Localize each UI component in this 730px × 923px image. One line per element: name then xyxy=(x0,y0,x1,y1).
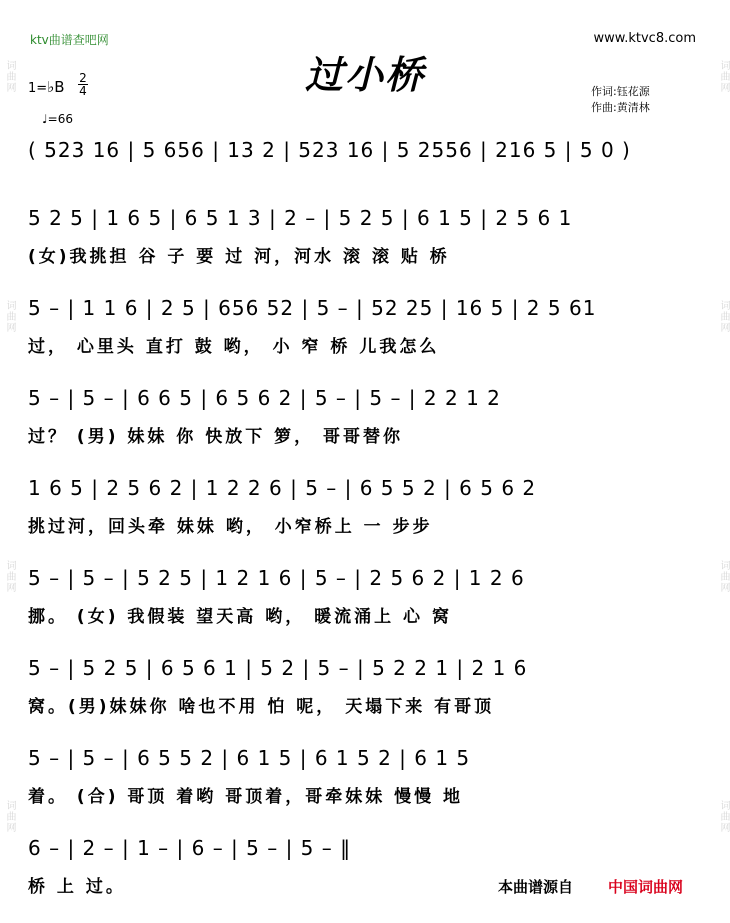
score-line-4 xyxy=(28,380,708,460)
score-line-5 xyxy=(28,470,708,550)
lyrics: 过？ (男) 妹妹 你 快放下 箩， 哥哥替你 xyxy=(28,427,404,447)
source-site-logo[interactable]: 中国词曲网 xyxy=(608,878,684,896)
lyrics: 挑过河，回头牵 妹妹 哟， 小窄桥上 一 步步 xyxy=(28,517,433,537)
notes: 5 – | 5 – | 6 6 5 | 6 5 6 2 | 5 – | 5 – | 2 2 1 2 xyxy=(28,386,501,410)
site-name-left: ktv曲谱查吧网 xyxy=(30,33,109,47)
time-bottom: 4 xyxy=(79,84,87,98)
watermark-left-3: 词曲网 xyxy=(4,560,15,593)
score-line-8 xyxy=(28,740,708,820)
watermark-right-4: 词曲网 xyxy=(718,800,729,833)
notes: 5 – | 5 2 5 | 6 5 6 1 | 5 2 | 5 – | 5 2 2 1 | 2 1 6 xyxy=(28,656,528,680)
lyricist: 作词:钰花源 xyxy=(591,85,650,98)
composer: 作曲:黄清林 xyxy=(591,101,650,114)
notes: 6 – | 2 – | 1 – | 6 – | 5 – | 5 – ‖ xyxy=(28,836,352,860)
site-url[interactable]: www.ktvc8.com xyxy=(593,31,696,46)
lyrics: 挪。 (女) 我假装 望天高 哟， 暖流涌上 心 窝 xyxy=(28,607,452,627)
score-line-6 xyxy=(28,560,708,640)
credits xyxy=(591,84,650,116)
watermark-right-2: 词曲网 xyxy=(718,300,729,333)
watermark-right-1: 词曲网 xyxy=(718,60,729,93)
key-label: 1= xyxy=(28,81,48,96)
notes: ( 523 16 | 5 656 | 13 2 | 523 16 | 5 2556 | 216 5 | 5 0 ) xyxy=(28,138,631,162)
tempo-marking: ♩=66 xyxy=(42,112,73,126)
notes: 5 – | 5 – | 6 5 5 2 | 6 1 5 | 6 1 5 2 | 6 1 5 xyxy=(28,746,471,770)
lyrics: (女)我挑担 谷 子 要 过 河，河水 滚 滚 贴 桥 xyxy=(28,247,450,267)
notes: 5 – | 1 1 6 | 2 5 | 656 52 | 5 – | 52 25 | 16 5 | 2 5 61 xyxy=(28,296,597,320)
watermark-left-4: 词曲网 xyxy=(4,800,15,833)
watermark-left-1: 词曲网 xyxy=(4,60,15,93)
time-signature xyxy=(78,72,88,97)
song-title: 过小桥 xyxy=(304,52,425,97)
watermark-left-2: 词曲网 xyxy=(4,300,15,333)
lyrics: 桥 上 过。 xyxy=(28,877,126,897)
key-signature xyxy=(28,78,65,96)
score-line-2 xyxy=(28,200,708,280)
key-flat: ♭B xyxy=(47,78,65,96)
time-top: 2 xyxy=(79,71,87,85)
score-line-9 xyxy=(28,830,708,910)
source-label: 本曲谱源自 xyxy=(498,878,574,896)
notes: 5 – | 5 – | 5 2 5 | 1 2 1 6 | 5 – | 2 5 6 2 | 1 2 6 xyxy=(28,566,525,590)
score-line-3 xyxy=(28,290,708,370)
lyrics: 过， 心里头 直打 鼓 哟， 小 窄 桥 儿我怎么 xyxy=(28,337,440,357)
notes: 5 2 5 | 1 6 5 | 6 5 1 3 | 2 – | 5 2 5 | 6 1 5 | 2 5 6 1 xyxy=(28,206,573,230)
score-line-7 xyxy=(28,650,708,730)
watermark-right-3: 词曲网 xyxy=(718,560,729,593)
notes: 1 6 5 | 2 5 6 2 | 1 2 2 6 | 5 – | 6 5 5 2 | 6 5 6 2 xyxy=(28,476,537,500)
lyrics: 窝。(男)妹妹你 啥也不用 怕 呢， 天塌下来 有哥顶 xyxy=(28,697,495,717)
lyrics: 着。 (合) 哥顶 着哟 哥顶着，哥牵妹妹 慢慢 地 xyxy=(28,787,464,807)
